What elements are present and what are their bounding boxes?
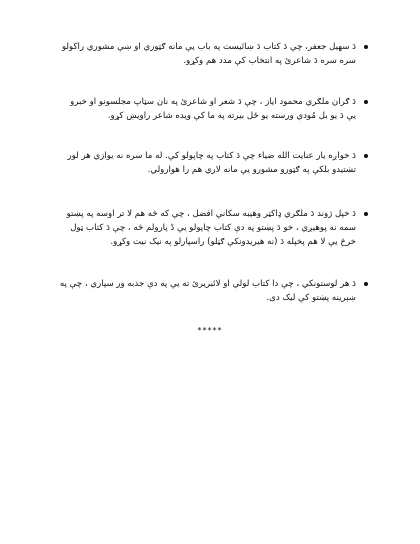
list-item <box>58 95 368 123</box>
list-item <box>58 277 368 305</box>
bullet-icon <box>364 212 368 216</box>
list-item <box>58 207 368 249</box>
section-separator: ***** <box>197 326 223 335</box>
list-item-text: دَ خواږه يار عنايت الله ضياء چې دَ کتاب په چاپولو کې. له ما سره نه يوازي هر لور تښتيدو بلکې په ګټورو مشورو يې مانه لاري هم را هوارولي. <box>67 151 356 175</box>
list-item <box>58 40 368 68</box>
bullet-icon <box>364 154 368 158</box>
list-item <box>58 149 368 177</box>
list-item-text: دَ سهيل جعفر، چې دَ کتاب دَ ښائيست په باب يې مانه ګټوري او ښې مشوري راکولو سره سره دَ شاعرئ په انتخاب کې مدد هم وکړو. <box>61 42 356 66</box>
acknowledgement-list <box>58 40 368 332</box>
list-item-text: دَ خپل ژوند دَ ملګري ډاکټر وهيبه سکانې افضل ، چې که څه هم لا تر اوسه په پښتو سمه نه پوهيږي ، خو دَ پښتو په دې کتاب چاپولو يې ڈ پارولم څه ، چې دَ کتاب ټول خرڅ يې لا هم پخپله دَ (نه هيريدونکې ګڼلو) راسپارلو په نيک نيت وکړو. <box>66 209 356 247</box>
bullet-icon <box>364 282 368 286</box>
list-item-text: دَ ګران ملګري محمود اياز ، چې دَ شعر او شاعرئ په نان سټاپ مجلسونو او خبرو يې دَ يو بل مُودي ورسته يو ځل بيرته په ما کې ويده شاعر راويښ کړو. <box>70 97 356 121</box>
bullet-icon <box>364 100 368 104</box>
list-item-text: دَ هر لوستونکي ، چې دا کتاب لولي او لائبريرئ ته يې په دې جذبه ور سپاري ، چې په ښېرينه پښتو کې ليک دی. <box>59 279 356 303</box>
bullet-icon <box>364 45 368 49</box>
